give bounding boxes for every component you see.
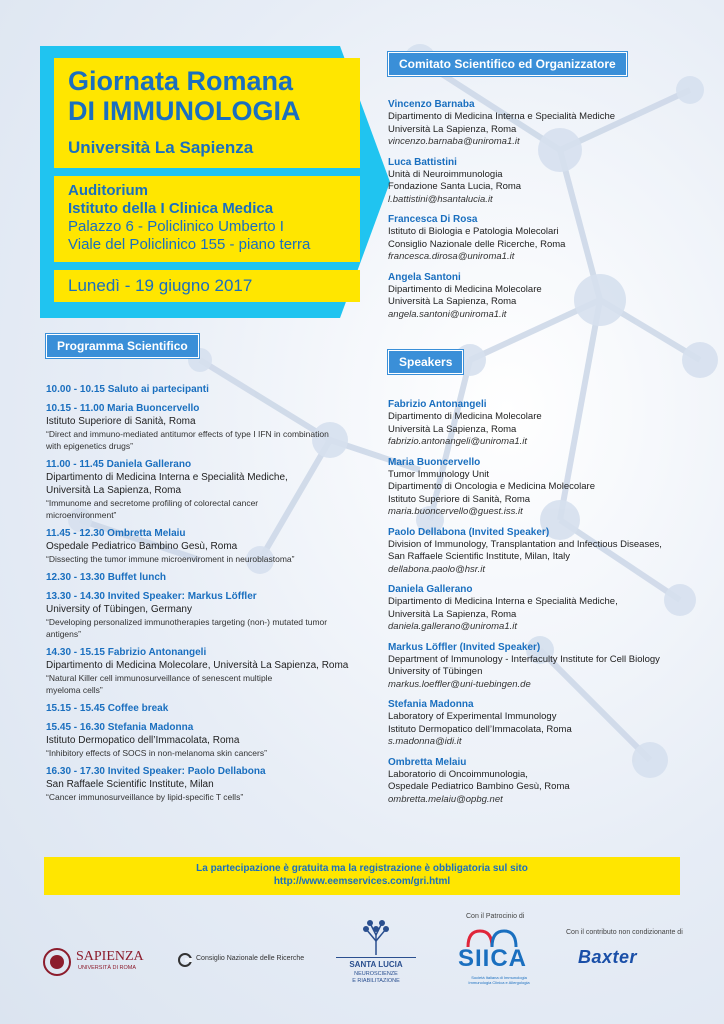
program-affiliation: Dipartimento di Medicina Molecolare, Università La Sapienza, Roma <box>46 660 349 671</box>
person-affiliation: Dipartimento di Medicina Interna e Specialità Mediche <box>388 111 616 122</box>
registration-banner <box>44 857 680 895</box>
person-affiliation: Dipartimento di Medicina Molecolare <box>388 411 542 422</box>
event-title-line1: Giornata Romana <box>68 66 294 96</box>
program-item <box>46 383 366 396</box>
program-time-title: 10.00 - 10.15 Saluto ai partecipanti <box>46 384 209 395</box>
person-affiliation: Università La Sapienza, Roma <box>388 608 517 620</box>
speakers-list <box>388 398 708 813</box>
program-affiliation: University of Tübingen, Germany <box>46 604 192 615</box>
person-name: Ombretta Melaiu <box>388 756 467 768</box>
program-talk-title: microenvironment” <box>46 510 117 520</box>
program-talk-title: “Immunome and secretome profiling of colorectal cancer <box>46 498 259 508</box>
venue-name: Auditorium <box>68 182 148 199</box>
person-email[interactable]: markus.loeffler@uni-tuebingen.de <box>388 678 531 690</box>
program-affiliation: Istituto Dermopatico dell’Immacolata, Roma <box>46 735 240 746</box>
event-date: Lunedì - 19 giugno 2017 <box>54 270 360 302</box>
person-affiliation: Unità di Neuroimmunologia <box>388 168 503 180</box>
contribution-label: Con il contributo non condizionante di <box>566 929 683 936</box>
person-name: Angela Santoni <box>388 271 461 283</box>
person-email[interactable]: l.battistini@hsantalucia.it <box>388 193 493 205</box>
sponsor-logos <box>0 905 724 1005</box>
person-affiliation: Laboratorio di Oncoimmunologia, <box>388 768 528 780</box>
santa-lucia-subtext-1: NEUROSCIENZE <box>354 971 398 977</box>
person-affiliation: Fondazione Santa Lucia, Roma <box>388 181 522 192</box>
program-item <box>46 527 366 565</box>
person-affiliation: Università La Sapienza, Roma <box>388 123 517 135</box>
cnr-logo-text: Consiglio Nazionale delle Ricerche <box>196 955 305 962</box>
person-email[interactable]: dellabona.paolo@hsr.it <box>388 563 485 575</box>
person-name: Daniela Gallerano <box>388 584 473 595</box>
program-item <box>46 702 366 715</box>
program-item <box>46 646 366 696</box>
program-talk-title: “Dissecting the tumor immune microenviroment in neuroblastoma” <box>46 554 295 564</box>
program-affiliation: Ospedale Pediatrico Bambino Gesù, Roma <box>46 541 238 552</box>
person-entry <box>388 756 708 807</box>
sapienza-seal-icon <box>42 947 72 977</box>
program-time-title: 11.45 - 12.30 Ombretta Melaiu <box>46 528 186 539</box>
person-affiliation: Istituto Dermopatico dell’Immacolata, Roma <box>388 723 572 735</box>
program-talk-title: myeloma cells” <box>46 685 103 695</box>
person-entry <box>388 213 708 264</box>
person-name: Luca Battistini <box>388 156 457 168</box>
person-affiliation: Consiglio Nazionale delle Ricerche, Roma <box>388 238 566 250</box>
person-entry <box>388 526 708 577</box>
program-time-title: 14.30 - 15.15 Fabrizio Antonangeli <box>46 647 207 658</box>
person-name: Markus Löffler (Invited Speaker) <box>388 641 541 653</box>
venue-institute: Istituto della I Clinica Medica <box>68 200 274 217</box>
program-time-title: 13.30 - 14.30 Invited Speaker: Markus Löffler <box>46 591 257 602</box>
person-name: Fabrizio Antonangeli <box>388 399 487 410</box>
university-name: Università La Sapienza <box>68 138 254 157</box>
siica-subtext-1: Società Italiana di Immunologia <box>471 975 527 980</box>
program-item <box>46 590 366 640</box>
sapienza-logo-text: SAPIENZA <box>76 949 144 964</box>
program-affiliation: Università La Sapienza, Roma <box>46 485 182 496</box>
program-item <box>46 402 366 452</box>
program-time-title: 12.30 - 13.30 Buffet lunch <box>46 572 167 583</box>
event-title-line2: DI IMMUNOLOGIA <box>68 96 301 126</box>
person-email[interactable]: s.madonna@idi.it <box>388 736 462 747</box>
person-entry <box>388 456 708 519</box>
program-talk-title: with epigenetics drugs” <box>46 441 133 451</box>
person-name: Francesca Di Rosa <box>388 214 478 225</box>
baxter-logo: Baxter <box>578 947 638 967</box>
siica-logo-text: SIICA <box>458 945 528 972</box>
person-email[interactable]: fabrizio.antonangeli@uniroma1.it <box>388 436 528 447</box>
person-email[interactable]: ombretta.melaiu@opbg.net <box>388 793 503 805</box>
person-name: Vincenzo Barnaba <box>388 99 475 110</box>
siica-logo <box>454 925 544 1001</box>
person-entry <box>388 583 708 634</box>
person-entry <box>388 641 708 692</box>
speakers-heading: Speakers <box>388 350 463 374</box>
title-panel <box>54 58 360 168</box>
program-talk-title: “Inhibitory effects of SOCS in non-melanoma skin cancers” <box>46 748 267 758</box>
program-item <box>46 721 366 759</box>
person-affiliation: Dipartimento di Medicina Interna e Specialità Mediche, <box>388 596 618 607</box>
program-affiliation: Dipartimento di Medicina Interna e Specialità Mediche, <box>46 472 288 483</box>
person-affiliation: Dipartimento di Oncologia e Medicina Molecolare <box>388 481 595 492</box>
program-time-title: 15.45 - 16.30 Stefania Madonna <box>46 722 194 733</box>
cnr-logo <box>178 951 318 971</box>
venue-panel <box>54 176 360 262</box>
person-entry <box>388 271 708 322</box>
person-affiliation: Ospedale Pediatrico Bambino Gesù, Roma <box>388 781 570 792</box>
person-affiliation: Dipartimento di Medicina Molecolare <box>388 283 542 295</box>
program-affiliation: Istituto Superiore di Sanità, Roma <box>46 416 196 427</box>
person-affiliation: University of Tübingen <box>388 666 483 677</box>
person-affiliation: Department of Immunology - Interfaculty Institute for Cell Biology <box>388 653 660 665</box>
person-email[interactable]: vincenzo.barnaba@uniroma1.it <box>388 136 520 147</box>
person-entry <box>388 98 708 149</box>
program-list <box>46 383 366 809</box>
siica-subtext-2: Immunologia Clinica e Allergologia <box>468 980 530 985</box>
cnr-icon <box>178 953 192 967</box>
program-talk-title: “Developing personalized immunotherapies targeting (non-) mutated tumor <box>46 617 328 627</box>
program-time-title: 11.00 - 11.45 Daniela Gallerano <box>46 459 192 470</box>
patronage-label: Con il Patrocinio di <box>466 913 525 920</box>
person-affiliation: Division of Immunology, Transplantation and Infectious Diseases, <box>388 538 662 550</box>
siica-arches-icon <box>462 925 522 947</box>
program-time-title: 16.30 - 17.30 Invited Speaker: Paolo Dellabona <box>46 766 266 777</box>
program-talk-title: “Cancer immunosurveillance by lipid-specific T cells” <box>46 792 244 802</box>
program-talk-title: “Natural Killer cell immunosurveillance of senescent multiple <box>46 673 273 683</box>
person-affiliation: Tumor Immunology Unit <box>388 468 490 480</box>
person-entry <box>388 698 708 749</box>
person-email[interactable]: maria.buoncervello@guest.iss.it <box>388 506 523 517</box>
person-affiliation: Istituto di Biologia e Patologia Molecolari <box>388 226 559 237</box>
person-name: Stefania Madonna <box>388 699 474 710</box>
program-item <box>46 765 366 803</box>
title-block <box>40 46 400 318</box>
person-affiliation: San Raffaele Scientific Institute, Milan, Italy <box>388 551 570 562</box>
santa-lucia-subtext-2: E RIABILITAZIONE <box>352 978 400 984</box>
santa-lucia-logo <box>336 919 416 999</box>
program-time-title: 15.15 - 15.45 Coffee break <box>46 703 169 714</box>
program-talk-title: “Direct and immuno-mediated antitumor effects of type I IFN in combination <box>46 429 329 439</box>
program-time-title: 10.15 - 11.00 Maria Buoncervello <box>46 403 200 414</box>
person-affiliation: Università La Sapienza, Roma <box>388 423 517 435</box>
sapienza-logo-subtext: UNIVERSITÀ DI ROMA <box>78 965 137 971</box>
person-email[interactable]: francesca.dirosa@uniroma1.it <box>388 251 515 262</box>
venue-building: Palazzo 6 - Policlinico Umberto I <box>68 218 284 235</box>
committee-heading: Comitato Scientifico ed Organizzatore <box>388 52 627 76</box>
person-name: Maria Buoncervello <box>388 456 481 468</box>
santa-lucia-logo-text: SANTA LUCIA <box>349 960 403 969</box>
program-item <box>46 571 366 584</box>
program-item <box>46 458 366 521</box>
program-affiliation: San Raffaele Scientific Institute, Milan <box>46 779 214 790</box>
person-affiliation: Istituto Superiore di Sanità, Roma <box>388 493 531 505</box>
person-entry <box>388 398 708 449</box>
registration-text: La partecipazione è gratuita ma la registrazione è obbligatoria sul sito <box>196 863 528 874</box>
person-email[interactable]: daniela.gallerano@uniroma1.it <box>388 621 518 632</box>
registration-link[interactable]: http://www.eemservices.com/gri.html <box>273 876 451 887</box>
venue-address: Viale del Policlinico 155 - piano terra <box>68 236 311 253</box>
person-email[interactable]: angela.santoni@uniroma1.it <box>388 308 507 320</box>
program-talk-title: antigens” <box>46 629 81 639</box>
tree-icon <box>356 919 396 955</box>
sapienza-logo <box>42 943 162 983</box>
person-affiliation: Laboratory of Experimental Immunology <box>388 711 557 722</box>
person-entry <box>388 156 708 207</box>
person-affiliation: Università La Sapienza, Roma <box>388 296 517 307</box>
program-heading: Programma Scientifico <box>46 334 199 358</box>
committee-list <box>388 98 708 328</box>
person-name: Paolo Dellabona (Invited Speaker) <box>388 526 550 538</box>
